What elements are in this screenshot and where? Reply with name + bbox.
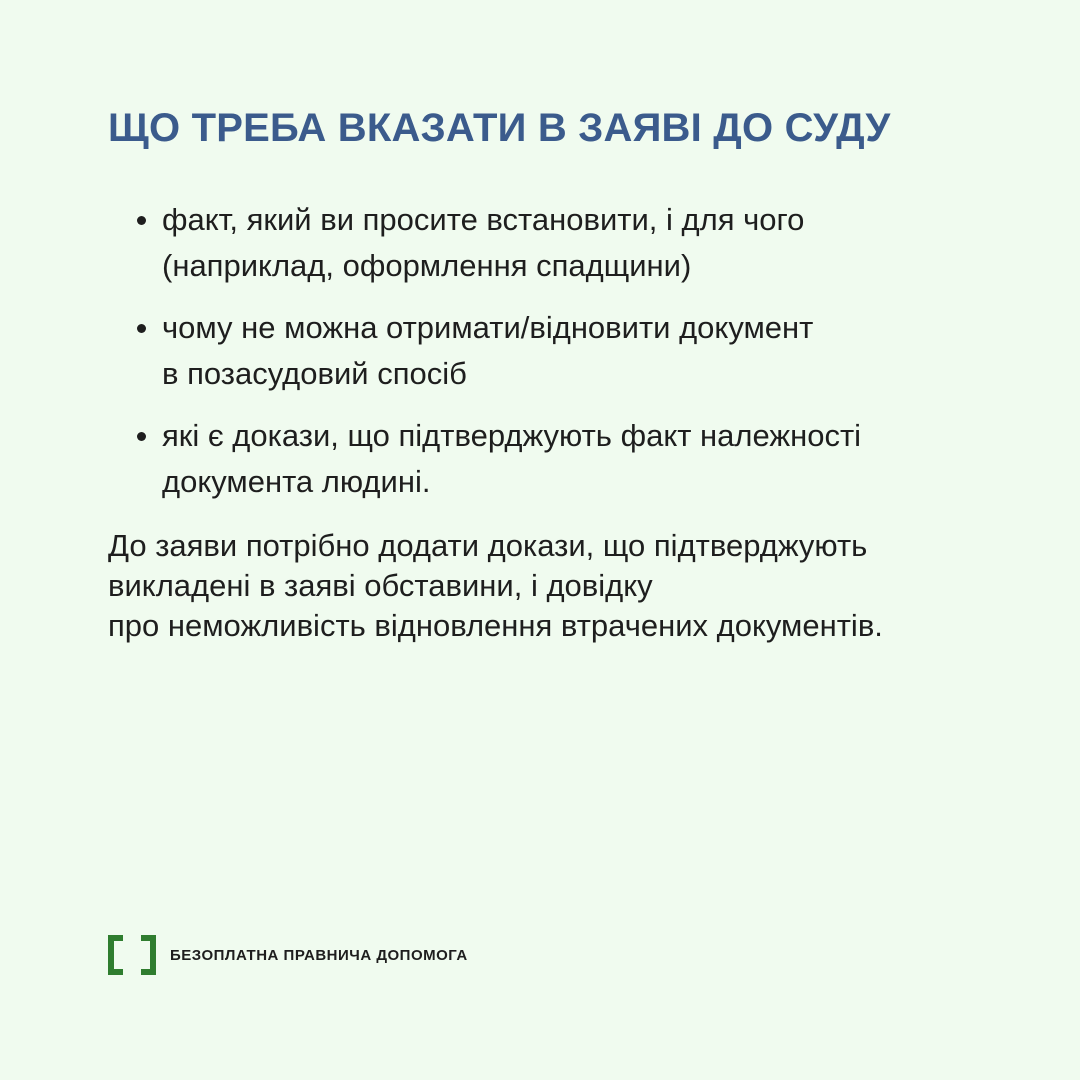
page-title: ЩО ТРЕБА ВКАЗАТИ В ЗАЯВІ ДО СУДУ [108, 106, 891, 150]
bullet-dot-icon [137, 216, 146, 225]
list-item [134, 305, 1034, 397]
paragraph-line: До заяви потрібно додати докази, що підтверджують [108, 528, 868, 563]
bullet-dot-icon [137, 432, 146, 441]
note-paragraph [108, 526, 883, 646]
logo-text: БЕЗОПЛАТНА ПРАВНИЧА ДОПОМОГА [170, 946, 468, 964]
list-item-text-line: в позасудовий спосіб [162, 356, 467, 391]
bracket-left-icon [108, 935, 123, 975]
list-item-text-line: факт, який ви просите встановити, і для чого [162, 202, 805, 237]
logo [108, 936, 468, 974]
list-item [134, 413, 1034, 505]
bullet-dot-icon [137, 324, 146, 333]
paragraph-line: про неможливість відновлення втрачених документів. [108, 608, 883, 643]
bracket-right-icon [141, 935, 156, 975]
list-item-text-line: документа людині. [162, 464, 431, 499]
list-item-text-line: (наприклад, оформлення спадщини) [162, 248, 692, 283]
paragraph-line: викладені в заяві обставини, і довідку [108, 568, 653, 603]
list-item-text-line: чому не можна отримати/відновити документ [162, 310, 814, 345]
list-item [134, 197, 1034, 289]
requirements-list [134, 197, 1034, 521]
list-item-text-line: які є докази, що підтверджують факт належності [162, 418, 862, 453]
